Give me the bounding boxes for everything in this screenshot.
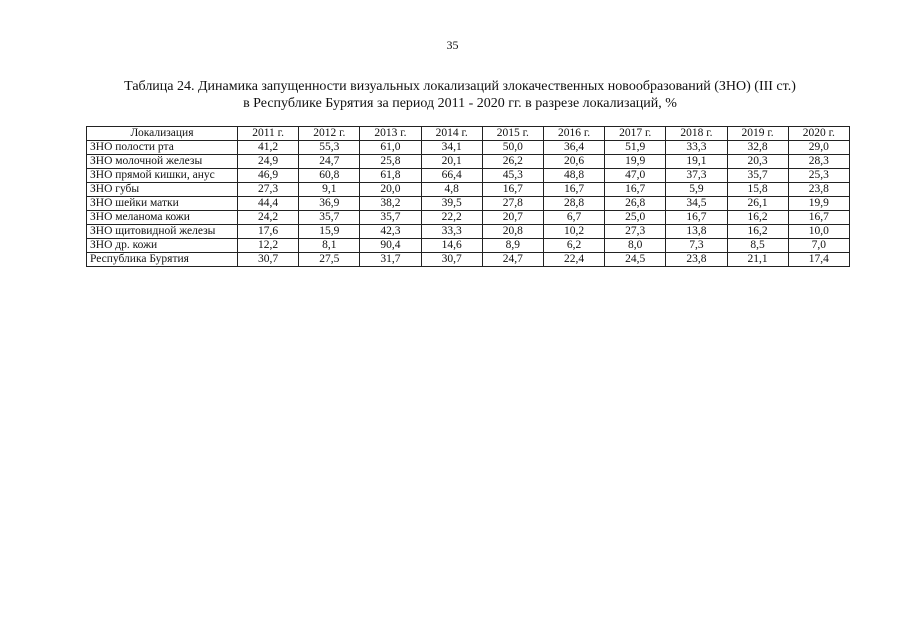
column-header-location: Локализация	[87, 127, 238, 141]
table-cell: 30,7	[421, 253, 482, 267]
table-cell: 20,0	[360, 183, 421, 197]
table-cell: 38,2	[360, 197, 421, 211]
table-cell: 24,7	[482, 253, 543, 267]
table-cell: 33,3	[421, 225, 482, 239]
row-label: ЗНО прямой кишки, анус	[87, 169, 238, 183]
row-label: ЗНО др. кожи	[87, 239, 238, 253]
table-cell: 46,9	[238, 169, 299, 183]
table-cell: 24,7	[299, 155, 360, 169]
table-cell: 25,8	[360, 155, 421, 169]
column-header-year: 2017 г.	[605, 127, 666, 141]
table-cell: 61,0	[360, 141, 421, 155]
row-label: ЗНО губы	[87, 183, 238, 197]
table-cell: 32,8	[727, 141, 788, 155]
table-cell: 42,3	[360, 225, 421, 239]
table-cell: 60,8	[299, 169, 360, 183]
table-cell: 41,2	[238, 141, 299, 155]
table-cell: 17,6	[238, 225, 299, 239]
table-cell: 8,1	[299, 239, 360, 253]
table-row	[87, 253, 850, 267]
table-cell: 4,8	[421, 183, 482, 197]
table-row	[87, 197, 850, 211]
table-cell: 22,2	[421, 211, 482, 225]
table-cell: 8,5	[727, 239, 788, 253]
table-cell: 45,3	[482, 169, 543, 183]
table-cell: 14,6	[421, 239, 482, 253]
table-cell: 12,2	[238, 239, 299, 253]
table-cell: 24,5	[605, 253, 666, 267]
column-header-year: 2018 г.	[666, 127, 727, 141]
table-cell: 16,2	[727, 211, 788, 225]
table-cell: 25,3	[788, 169, 849, 183]
row-label: ЗНО шейки матки	[87, 197, 238, 211]
column-header-year: 2019 г.	[727, 127, 788, 141]
table-cell: 24,2	[238, 211, 299, 225]
caption-line-1: Таблица 24. Динамика запущенности визуальных локализаций злокачественных новообразований (ЗНО) (III ст.)	[124, 79, 796, 94]
table-cell: 7,3	[666, 239, 727, 253]
table-row	[87, 225, 850, 239]
table-cell: 23,8	[666, 253, 727, 267]
table-cell: 16,7	[482, 183, 543, 197]
table-cell: 16,7	[543, 183, 604, 197]
column-header-year: 2012 г.	[299, 127, 360, 141]
row-label: ЗНО полости рта	[87, 141, 238, 155]
table-cell: 26,8	[605, 197, 666, 211]
row-label: ЗНО меланома кожи	[87, 211, 238, 225]
table-cell: 6,2	[543, 239, 604, 253]
table-cell: 20,6	[543, 155, 604, 169]
table-cell: 22,4	[543, 253, 604, 267]
table-cell: 48,8	[543, 169, 604, 183]
table-cell: 20,7	[482, 211, 543, 225]
table-cell: 36,4	[543, 141, 604, 155]
table-cell: 20,8	[482, 225, 543, 239]
table-cell: 33,3	[666, 141, 727, 155]
table-cell: 10,0	[788, 225, 849, 239]
table-cell: 66,4	[421, 169, 482, 183]
table-cell: 27,5	[299, 253, 360, 267]
table-cell: 21,1	[727, 253, 788, 267]
table-cell: 19,9	[788, 197, 849, 211]
table-cell: 20,1	[421, 155, 482, 169]
table-cell: 61,8	[360, 169, 421, 183]
table-cell: 16,7	[788, 211, 849, 225]
table-cell: 28,3	[788, 155, 849, 169]
table-cell: 23,8	[788, 183, 849, 197]
table-cell: 25,0	[605, 211, 666, 225]
table-cell: 10,2	[543, 225, 604, 239]
row-label: ЗНО молочной железы	[87, 155, 238, 169]
table-cell: 24,9	[238, 155, 299, 169]
table-row	[87, 239, 850, 253]
table-cell: 8,9	[482, 239, 543, 253]
table-cell: 16,2	[727, 225, 788, 239]
table-cell: 34,5	[666, 197, 727, 211]
table-cell: 7,0	[788, 239, 849, 253]
column-header-year: 2011 г.	[238, 127, 299, 141]
row-label: Республика Бурятия	[87, 253, 238, 267]
caption-line-2: в Республике Бурятия за период 2011 - 2020 гг. в разрезе локализаций, %	[243, 96, 677, 111]
header-row	[87, 127, 850, 141]
table-caption	[60, 78, 860, 112]
table-cell: 28,8	[543, 197, 604, 211]
table-cell: 17,4	[788, 253, 849, 267]
table-row	[87, 169, 850, 183]
table-body	[87, 141, 850, 267]
table-cell: 15,9	[299, 225, 360, 239]
table-cell: 16,7	[666, 211, 727, 225]
table-cell: 15,8	[727, 183, 788, 197]
table-cell: 30,7	[238, 253, 299, 267]
table-cell: 5,9	[666, 183, 727, 197]
column-header-year: 2014 г.	[421, 127, 482, 141]
table-cell: 31,7	[360, 253, 421, 267]
column-header-year: 2013 г.	[360, 127, 421, 141]
table-cell: 90,4	[360, 239, 421, 253]
table-cell: 19,1	[666, 155, 727, 169]
table-cell: 6,7	[543, 211, 604, 225]
table-row	[87, 211, 850, 225]
column-header-year: 2016 г.	[543, 127, 604, 141]
table-cell: 39,5	[421, 197, 482, 211]
table-cell: 47,0	[605, 169, 666, 183]
table-cell: 9,1	[299, 183, 360, 197]
table-cell: 29,0	[788, 141, 849, 155]
table-cell: 55,3	[299, 141, 360, 155]
table-row	[87, 183, 850, 197]
table-cell: 27,8	[482, 197, 543, 211]
table-cell: 44,4	[238, 197, 299, 211]
page-number: 35	[446, 38, 459, 52]
table-cell: 37,3	[666, 169, 727, 183]
table-cell: 26,1	[727, 197, 788, 211]
table-cell: 20,3	[727, 155, 788, 169]
table-cell: 36,9	[299, 197, 360, 211]
column-header-year: 2020 г.	[788, 127, 849, 141]
table-cell: 26,2	[482, 155, 543, 169]
table-cell: 35,7	[727, 169, 788, 183]
table-cell: 16,7	[605, 183, 666, 197]
table-cell: 35,7	[299, 211, 360, 225]
table-cell: 19,9	[605, 155, 666, 169]
table-cell: 34,1	[421, 141, 482, 155]
row-label: ЗНО щитовидной железы	[87, 225, 238, 239]
table-cell: 50,0	[482, 141, 543, 155]
table-row	[87, 155, 850, 169]
data-table	[86, 126, 850, 267]
table-row	[87, 141, 850, 155]
table-cell: 35,7	[360, 211, 421, 225]
column-header-year: 2015 г.	[482, 127, 543, 141]
table-cell: 27,3	[238, 183, 299, 197]
table-cell: 8,0	[605, 239, 666, 253]
table-cell: 51,9	[605, 141, 666, 155]
table-cell: 27,3	[605, 225, 666, 239]
table-cell: 13,8	[666, 225, 727, 239]
